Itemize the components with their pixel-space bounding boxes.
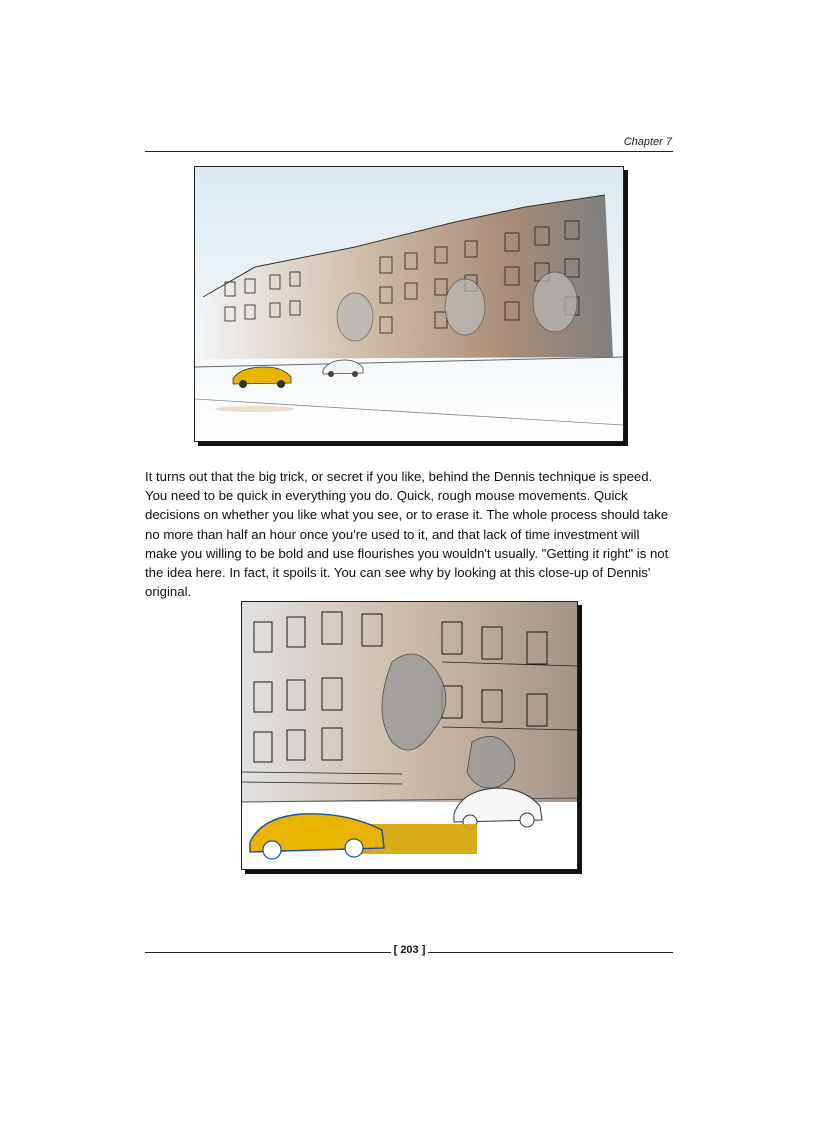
- street-closeup-illustration: [242, 602, 577, 869]
- figure-street-closeup: [241, 601, 578, 870]
- street-scene-illustration: [195, 167, 623, 441]
- chapter-label: Chapter 7: [623, 136, 672, 148]
- footer-rule-right: [428, 952, 673, 953]
- header-rule: [145, 151, 673, 152]
- page-number: [ 203 ]: [393, 944, 426, 956]
- footer-rule-left: [145, 952, 391, 953]
- figure-street-scene: [194, 166, 624, 442]
- body-paragraph: It turns out that the big trick, or secret if you like, behind the Dennis technique is speed. You need to be quick in everything you do. Quick, rough mouse movements. Quick decisions on whether you like what you see, or to erase it. The whole process should take no more than half an hour once you're used to it, and that lack of time investment will make you willing to be bold and use flourishes you wouldn't usually. "Getting it right" is not the idea here. In fact, it spoils it. You can see why by looking at this close-up of Dennis' original.: [145, 469, 669, 600]
